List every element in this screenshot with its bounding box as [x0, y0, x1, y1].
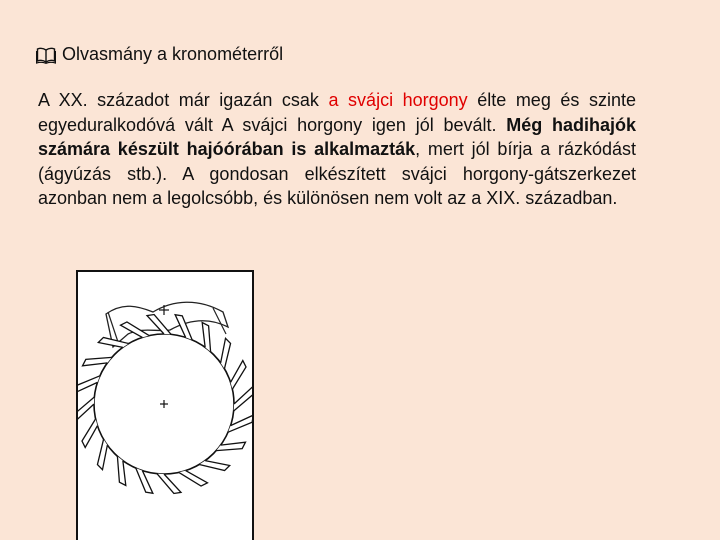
para-bold-text: Még hadihajók számára készült hajóórában is alkalmazták	[38, 114, 636, 159]
escape-wheel-figure	[76, 270, 254, 540]
wheel-tooth	[179, 471, 208, 486]
wheel-tooth	[157, 474, 181, 494]
escape-wheel-drawing	[78, 272, 252, 540]
para-highlight-red: a svájci horgony	[328, 90, 468, 110]
wheel-tooth	[78, 397, 94, 421]
wheel-tooth	[82, 419, 97, 448]
wheel-tooth	[234, 387, 252, 411]
wheel-tooth	[97, 439, 107, 469]
para-text-1: A XX. századot már igazán csak	[38, 90, 329, 110]
open-book-icon	[36, 46, 56, 64]
para-text-2: élte meg és szinte egyeduralkodóvá vált A svájci horgony igen jól bevált.	[38, 90, 636, 135]
slide-title	[36, 44, 283, 65]
wheel-tooth	[199, 461, 229, 471]
wheel-tooth	[221, 338, 231, 368]
body-paragraph	[38, 88, 636, 211]
wheel-tooth	[231, 361, 246, 390]
title-text: Olvasmány a kronométerről	[62, 44, 284, 64]
para-text-3: , mert jól bírja a rázkódást (ágyúzás stb.). A gondosan elkészített svájci horgony-gátszerkezet azonban nem a legolcsóbb, és különösen nem volt az a XIX. században.	[38, 139, 636, 208]
